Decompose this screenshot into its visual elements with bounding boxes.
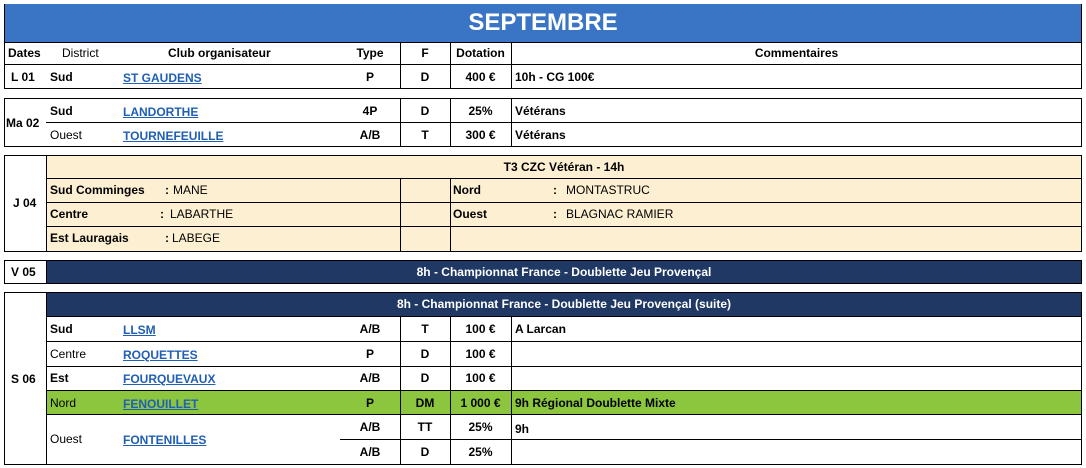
zone-sep: :	[160, 207, 164, 221]
header-commentaires: Commentaires	[754, 46, 839, 60]
s06-banner-text: 8h - Championnat France - Doublette Jeu Provençal (suite)	[396, 297, 732, 311]
format-cell: D	[420, 371, 430, 385]
type-cell: A/B	[359, 420, 381, 434]
comment-cell: 9h	[515, 422, 530, 436]
district-label: Sud	[50, 104, 73, 118]
format-cell: T	[421, 322, 429, 336]
type-cell: P	[365, 396, 374, 410]
header-dotation: Dotation	[456, 46, 505, 60]
club-link[interactable]: LANDORTHE	[123, 105, 199, 119]
format-cell: D	[420, 445, 430, 459]
dotation-cell: 400 €	[465, 70, 496, 84]
district-label: Ouest	[50, 432, 83, 446]
dotation-cell: 25%	[468, 420, 493, 434]
format-cell: D	[420, 70, 430, 84]
v05-banner-text: 8h - Championnat France - Doublette Jeu Provençal	[416, 265, 712, 279]
date-ma02: Ma 02	[6, 116, 40, 130]
club-link[interactable]: ST GAUDENS	[123, 71, 202, 85]
type-cell: P	[365, 347, 374, 361]
header-dates: Dates	[8, 46, 41, 60]
comment-cell: Vétérans	[515, 104, 566, 118]
zone-sep: :	[553, 183, 557, 197]
zone-club: LABEGE	[172, 231, 221, 245]
zone-district: Ouest	[453, 207, 488, 221]
district-label: Centre	[50, 347, 87, 361]
zone-district: Sud Comminges	[50, 183, 145, 197]
dotation-cell: 25%	[468, 445, 493, 459]
header-club: Club organisateur	[168, 46, 271, 60]
district-label: Est	[50, 371, 69, 385]
zone-sep: :	[165, 231, 169, 245]
j04-banner: T3 CZC Vétéran - 14h	[503, 160, 625, 174]
club-link[interactable]: FONTENILLES	[123, 433, 207, 447]
header-f: F	[421, 46, 429, 60]
dotation-cell: 100 €	[465, 322, 496, 336]
comment-cell: 9h Régional Doublette Mixte	[515, 396, 676, 410]
month-title: SEPTEMBRE	[468, 9, 618, 36]
date-v05: V 05	[11, 265, 36, 279]
date-j04: J 04	[13, 196, 37, 210]
club-link[interactable]: ROQUETTES	[123, 348, 198, 362]
type-cell: A/B	[359, 445, 381, 459]
dotation-cell: 25%	[468, 104, 493, 118]
date-s06: S 06	[11, 372, 36, 386]
club-link[interactable]: TOURNEFEUILLE	[123, 129, 224, 143]
club-link[interactable]: FENOUILLET	[123, 397, 199, 411]
type-cell: 4P	[362, 104, 378, 118]
dotation-cell: 300 €	[465, 128, 496, 142]
format-cell: T	[421, 128, 429, 142]
comment-cell: 10h - CG 100€	[515, 70, 595, 84]
zone-club: MANE	[173, 183, 208, 197]
club-link[interactable]: LLSM	[123, 323, 156, 337]
district-label: Ouest	[50, 128, 83, 142]
format-cell: D	[420, 104, 430, 118]
comment-cell: A Larcan	[515, 322, 566, 336]
comment-cell: Vétérans	[515, 128, 566, 142]
dotation-cell: 1 000 €	[460, 396, 501, 410]
format-cell: D	[420, 347, 430, 361]
date-l01: L 01	[11, 70, 35, 84]
zone-sep: :	[165, 183, 169, 197]
zone-district: Nord	[453, 183, 481, 197]
zone-club: MONTASTRUC	[566, 183, 650, 197]
type-cell: P	[365, 70, 374, 84]
format-cell: DM	[415, 396, 435, 410]
zone-district: Centre	[50, 207, 89, 221]
format-cell: TT	[417, 420, 433, 434]
type-cell: A/B	[359, 322, 381, 336]
header-type: Type	[356, 46, 384, 60]
district-label: Sud	[50, 322, 73, 336]
dotation-cell: 100 €	[465, 347, 496, 361]
zone-club: LABARTHE	[170, 207, 234, 221]
type-cell: A/B	[359, 128, 381, 142]
zone-district: Est Lauragais	[50, 231, 129, 245]
district-label: Sud	[50, 70, 73, 84]
club-link[interactable]: FOURQUEVAUX	[123, 372, 216, 386]
dotation-cell: 100 €	[465, 371, 496, 385]
type-cell: A/B	[359, 371, 381, 385]
district-label: Nord	[50, 396, 77, 410]
zone-club: BLAGNAC RAMIER	[566, 207, 674, 221]
zone-sep: :	[553, 207, 557, 221]
header-district: District	[62, 46, 99, 60]
